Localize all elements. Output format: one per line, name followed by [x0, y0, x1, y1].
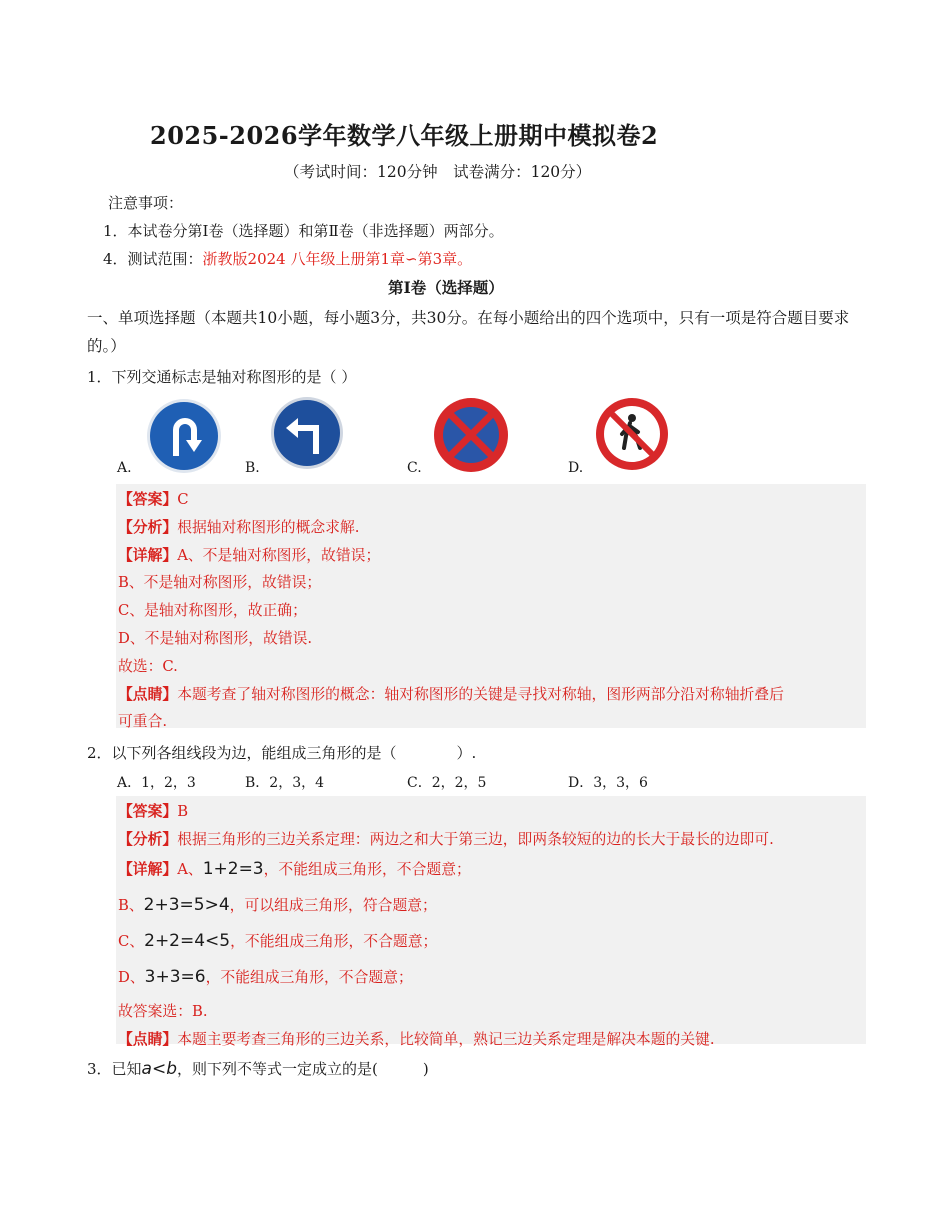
q2-detail-c: C、2+2=4<5，不能组成三角形，不合题意； [118, 931, 438, 951]
q1-detail: 【详解】A、不是轴对称图形，故错误； [118, 547, 381, 564]
q2-stem: 2．以下列各组线段为边，能组成三角形的是（ ）. [87, 744, 477, 762]
notes-item-1: 1．本试卷分第Ⅰ卷（选择题）和第Ⅱ卷（非选择题）两部分。 [103, 222, 504, 240]
q1-comment: 【点睛】本题考查了轴对称图形的概念：轴对称图形的关键是寻找对称轴，图形两部分沿对称轴折叠后 [118, 686, 784, 703]
q1-option-d-label: D. [568, 460, 584, 476]
no-stopping-sign-icon [432, 396, 510, 474]
q1-option-a-label: A. [117, 460, 132, 476]
q2-detail-b: B、2+3=5>4，可以组成三角形，符合题意； [118, 895, 437, 915]
q2-answer: 【答案】B [118, 803, 189, 820]
q1-stem: 1．下列交通标志是轴对称图形的是（ ） [87, 368, 357, 386]
q2-option-b: B．2，3，4 [245, 775, 325, 791]
q2-comment: 【点睛】本题主要考查三角形的三边关系，比较简单，熟记三边关系定理是解决本题的关键. [118, 1031, 715, 1048]
q2-detail-a: 【详解】A、1+2=3，不能组成三角形，不合题意； [118, 859, 471, 879]
q1-comment-cont: 可重合. [118, 713, 168, 730]
q1-option-c-label: C. [407, 460, 422, 476]
q2-option-d: D．3，3，6 [568, 775, 648, 791]
page-title: 2025-2026学年数学八年级上册期中模拟卷2 [150, 121, 659, 150]
q1-detail-d: D、不是轴对称图形，故错误. [118, 630, 313, 647]
q1-detail-b: B、不是轴对称图形，故错误； [118, 574, 322, 591]
exam-info: （考试时间：120分钟 试卷满分：120分） [284, 163, 592, 181]
q2-analysis: 【分析】根据三角形的三边关系定理：两边之和大于第三边，即两条较短的边的长大于最长的边即可. [118, 831, 774, 848]
notes-heading: 注意事项： [108, 194, 184, 212]
q1-option-b-label: B. [245, 460, 260, 476]
q1-conclusion: 故选：C. [118, 658, 178, 675]
test-range: 浙教版2024 八年级上册第1章∽第3章。 [202, 250, 473, 268]
q1-answer: 【答案】C [118, 491, 189, 508]
q2-option-c: C．2，2，5 [407, 775, 487, 791]
no-pedestrians-sign-icon [594, 396, 670, 472]
q1-analysis: 【分析】根据轴对称图形的概念求解. [118, 519, 360, 536]
section-title: 第Ⅰ卷（选择题） [388, 278, 504, 297]
q2-conclusion: 故答案选：B. [118, 1003, 208, 1020]
notes-item-4-prefix: 4．测试范围： [103, 250, 203, 268]
notes-item-4 [103, 248, 472, 269]
q3-stem: 3．已知a<b，则下列不等式一定成立的是( ) [87, 1059, 429, 1079]
u-turn-sign-icon [146, 398, 222, 474]
left-turn-sign-icon [270, 396, 344, 470]
q2-option-a: A．1，2，3 [117, 775, 196, 791]
q2-detail-d: D、3+3=6，不能组成三角形，不合题意； [118, 967, 413, 987]
part-one-instructions: 一、单项选择题（本题共10小题，每小题3分，共30分。在每小题给出的四个选项中，只有一项是符合题目要求的。） [87, 309, 850, 355]
q1-detail-c: C、是轴对称图形，故正确； [118, 602, 307, 619]
